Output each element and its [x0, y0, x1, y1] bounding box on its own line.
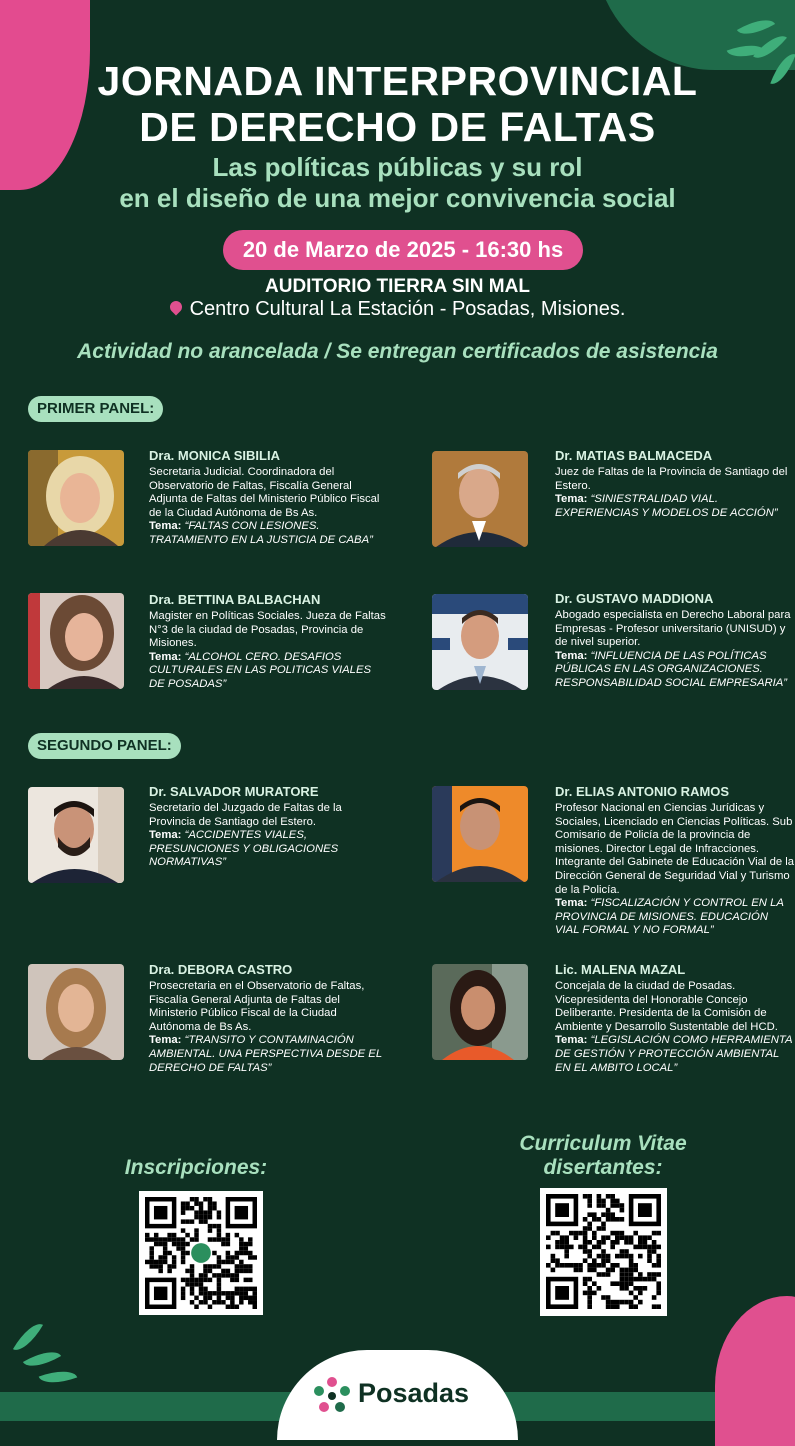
speaker-description: Abogado especialista en Derecho Laboral para Empresas - Profesor universitario (UNISUD) y de nivel superior.: [555, 609, 791, 649]
speaker-name: Dra. MONICA SIBILIA: [149, 448, 280, 463]
speaker-topic: Tema: “FISCALIZACIÓN Y CONTROL EN LA PROVINCIA DE MISIONES. EDUCACIÓN VIAL FORMAL Y NO FORMAL”: [555, 897, 784, 937]
speaker-card: [149, 448, 389, 548]
speaker-photo: [432, 964, 528, 1060]
speaker-description: Magister en Políticas Sociales. Jueza de Faltas N°3 de la ciudad de Posadas, Provincia de Misiones.: [149, 610, 386, 650]
speaker-card: [555, 784, 795, 938]
speaker-topic: Tema: “ACCIDENTES VIALES, PRESUNCIONES Y OBLIGACIONES NORMATIVAS”: [149, 829, 339, 869]
speaker-topic: Tema: “INFLUENCIA DE LAS POLÍTICAS PÚBLICAS EN LAS ORGANIZACIONES. RESPONSABILIDAD SOCIAL EMPRESARIA”: [555, 649, 788, 689]
speaker-photo: [28, 450, 124, 546]
speaker-name: Dr. SALVADOR MURATORE: [149, 784, 319, 799]
speaker-description: Prosecretaria en el Observatorio de Faltas, Fiscalía General Adjunta de Faltas del Ministerio Público Fiscal de la Ciudad Autónoma de Bs As.: [149, 980, 365, 1033]
posadas-logo-text: Posadas: [358, 1378, 470, 1408]
speaker-name: Dr. ELIAS ANTONIO RAMOS: [555, 784, 730, 799]
speaker-photo: [432, 594, 528, 690]
venue-name: AUDITORIO TIERRA SIN MAL: [265, 276, 530, 297]
speaker-card: [555, 448, 795, 520]
venue-address: [0, 298, 795, 321]
speaker-card: [149, 962, 389, 1075]
event-title-line1: JORNADA INTERPROVINCIAL: [97, 58, 698, 104]
posadas-logo-icon: [312, 1376, 352, 1416]
speaker-description: Secretaria Judicial. Coordinadora del Observatorio de Faltas, Fiscalía General Adjunta de Faltas del Ministerio Público Fiscal de la Ciudad Autónoma de Bs As.: [149, 466, 380, 519]
free-activity-note: Actividad no arancelada / Se entregan certificados de asistencia: [77, 340, 718, 363]
panel-label-second: SEGUNDO PANEL:: [28, 733, 181, 759]
cv-heading-line2: disertantes:: [543, 1156, 663, 1179]
speaker-photo: [432, 451, 528, 547]
speaker-name: Dra. BETTINA BALBACHAN: [149, 592, 321, 607]
speaker-photo: [432, 786, 528, 882]
location-pin-icon: [167, 299, 184, 316]
event-subtitle-line2: en el diseño de una mejor convivencia social: [119, 183, 676, 213]
speaker-card: [555, 591, 795, 691]
venue-address-text: Centro Cultural La Estación - Posadas, Misiones.: [189, 298, 626, 320]
event-subtitle-line1: Las políticas públicas y su rol: [212, 152, 583, 182]
speaker-name: Dr. MATIAS BALMACEDA: [555, 448, 713, 463]
speaker-name: Lic. MALENA MAZAL: [555, 962, 686, 977]
panel-label-first: PRIMER PANEL:: [28, 396, 163, 422]
speaker-topic: Tema: “TRANSITO Y CONTAMINACIÓN AMBIENTAL. UNA PERSPECTIVA DESDE EL DERECHO DE FALTAS”: [149, 1034, 382, 1074]
speaker-card: [149, 592, 389, 692]
speaker-card: [149, 784, 389, 870]
speaker-name: Dra. DEBORA CASTRO: [149, 962, 293, 977]
speaker-topic: Tema: “SINIESTRALIDAD VIAL. EXPERIENCIAS Y MODELOS DE ACCIÓN”: [555, 493, 778, 519]
speaker-photo: [28, 964, 124, 1060]
event-date-badge: 20 de Marzo de 2025 - 16:30 hs: [223, 230, 583, 270]
cv-qr-code[interactable]: [540, 1188, 667, 1316]
speaker-topic: Tema: “FALTAS CON LESIONES. TRATAMIENTO EN LA JUSTICIA DE CABA”: [149, 520, 373, 546]
event-title-line2: DE DERECHO DE FALTAS: [139, 104, 656, 150]
speaker-card: [555, 962, 795, 1075]
pink-leaf-decoration: [715, 1296, 795, 1446]
cv-heading-line1: Curriculum Vitae: [519, 1132, 687, 1155]
speaker-description: Profesor Nacional en Ciencias Jurídicas y Sociales, Licenciado en Ciencias Políticas. Sub Comisario de Policía de la provincia de misiones. Director Legal de Infracciones. Integrante del Gabinete de Educación Vial de la Dirección General de Seguridad Vial y Turismo de la Policía.: [555, 802, 795, 896]
speaker-photo: [28, 787, 124, 883]
registration-heading: Inscripciones:: [124, 1156, 268, 1179]
speaker-topic: Tema: “ALCOHOL CERO. DESAFIOS CULTURALES EN LAS POLITICAS VIALES DE POSADAS”: [149, 650, 372, 690]
speaker-description: Concejala de la ciudad de Posadas. Vicepresidenta del Honorable Concejo Deliberante. Presidenta de la Comisión de Ambiente y Desarrollo Sustentable del HCD.: [555, 980, 778, 1033]
speaker-description: Secretario del Juzgado de Faltas de la Provincia de Santiago del Estero.: [149, 802, 342, 828]
speaker-name: Dr. GUSTAVO MADDIONA: [555, 591, 714, 606]
cv-heading: [488, 1132, 718, 1180]
registration-qr-code[interactable]: [139, 1191, 263, 1315]
speaker-topic: Tema: “LEGISLACIÓN COMO HERRAMIENTA DE GESTIÓN Y PROTECCIÓN AMBIENTAL EN EL AMBITO LOCAL”: [555, 1034, 793, 1074]
speaker-photo: [28, 593, 124, 689]
speaker-description: Juez de Faltas de la Provincia de Santiago del Estero.: [555, 466, 788, 492]
